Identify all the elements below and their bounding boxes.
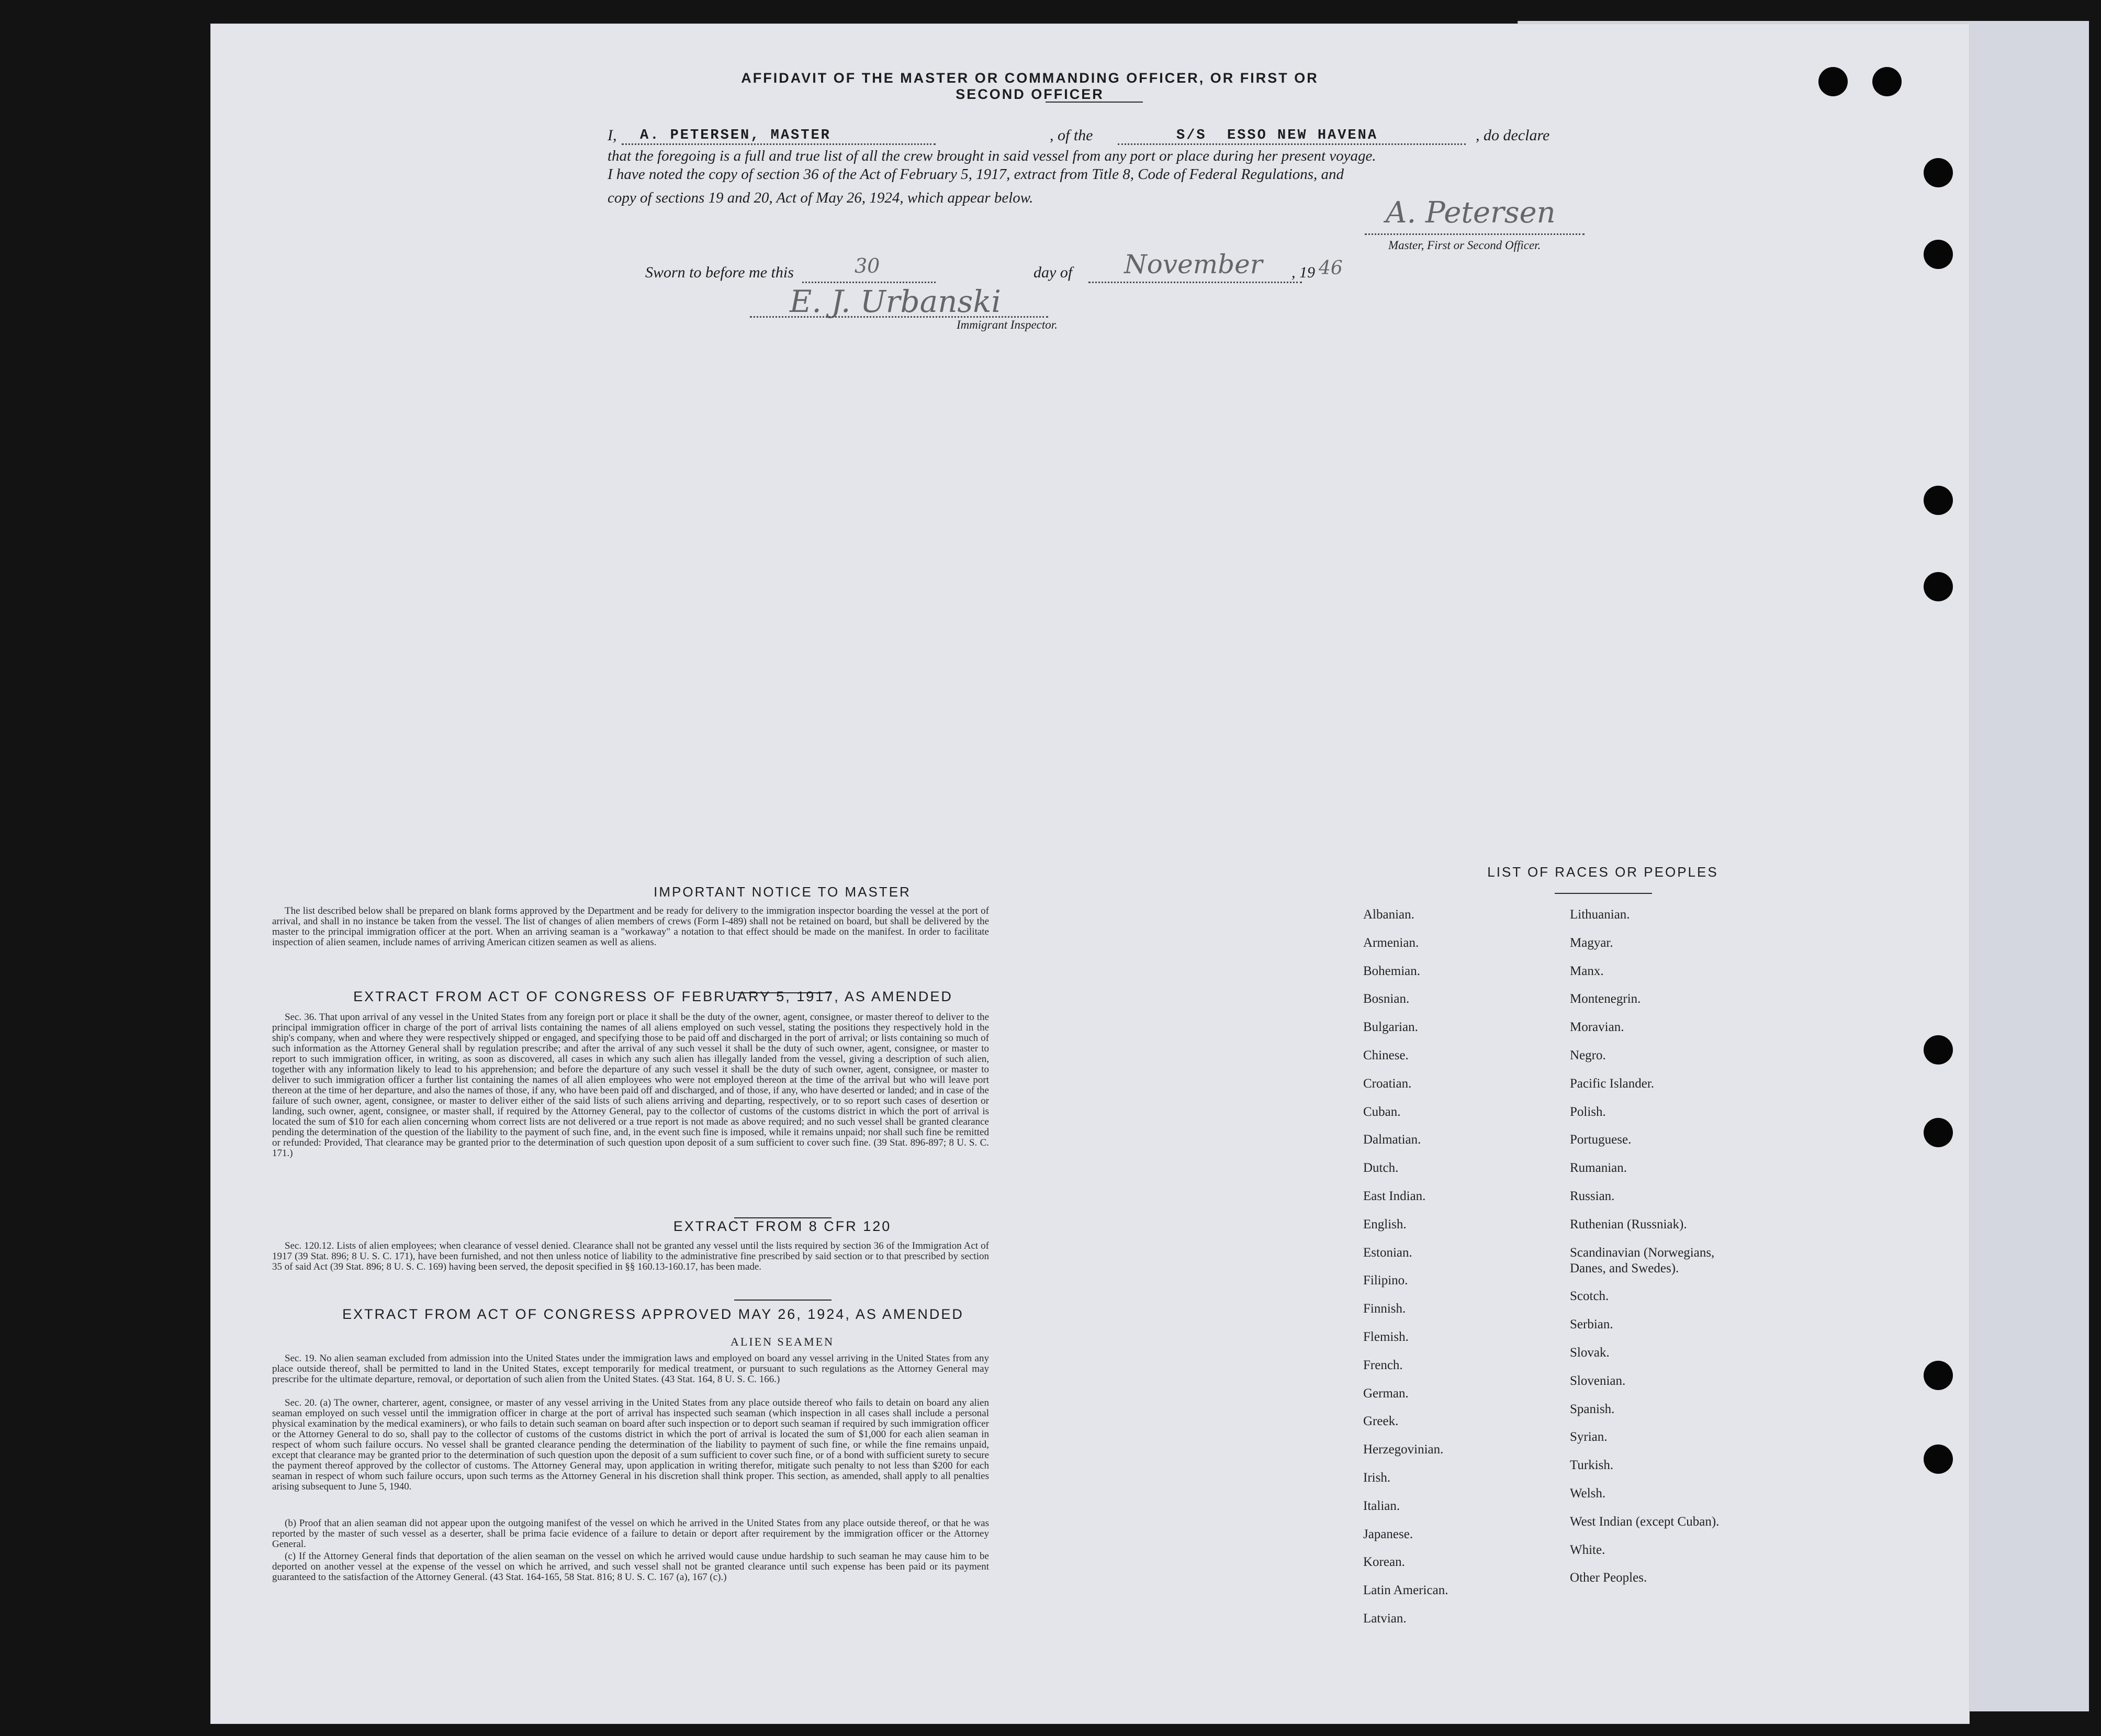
race-item: Negro. [1570, 1048, 1606, 1062]
race-item: Bosnian. [1363, 992, 1410, 1006]
punch-hole [1924, 1118, 1953, 1147]
extract-1924-heading: EXTRACT FROM ACT OF CONGRESS APPROVED MAY 26, 1924, AS AMENDED [342, 1306, 964, 1322]
race-item: Latvian. [1363, 1611, 1407, 1626]
race-item: Italian. [1363, 1498, 1400, 1513]
cfr-heading: EXTRACT FROM 8 CFR 120 [673, 1218, 892, 1234]
master-signature: A. Petersen [1386, 196, 1556, 230]
race-item: Montenegrin. [1570, 992, 1641, 1006]
master-caption: Master, First or Second Officer. [1388, 239, 1541, 252]
section-20b-body: (b) Proof that an alien seaman did not appear upon the outgoing manifest of the vessel on which he arrived in the United States from any place outside thereof, or that he was reported by the master of such vessel as a deserter, shall be prima facie evidence of a failure to detain or deport after requirement by the immigration officer or the Attorney General. [272, 1518, 989, 1550]
races-heading: LIST OF RACES OR PEOPLES [1487, 864, 1718, 880]
race-item: German. [1363, 1386, 1409, 1401]
race-item: Dutch. [1363, 1161, 1399, 1175]
race-item: West Indian (except Cuban). [1570, 1514, 1720, 1529]
race-item: Spanish. [1570, 1402, 1615, 1416]
punch-hole [1924, 1035, 1953, 1065]
race-item: Latin American. [1363, 1583, 1448, 1598]
vessel-name-field: ESSO NEW HAVENA [1227, 128, 1378, 143]
race-item: Danes, and Swedes). [1570, 1261, 1679, 1275]
punch-hole [1924, 158, 1953, 187]
race-item: Irish. [1363, 1471, 1391, 1485]
race-item: Greek. [1363, 1414, 1399, 1429]
do-declare-label: , do declare [1476, 127, 1550, 144]
punch-hole [1924, 572, 1953, 601]
sworn-month-line [1088, 282, 1302, 283]
race-item: Magyar. [1570, 935, 1613, 950]
cfr-body: Sec. 120.12. Lists of alien employees; when clearance of vessel denied. Clearance shall not be granted any vessel until the lists required by section 36 of the Immigration Act of 1917 (39 Stat. 896; 8 U. S. C. 171), have been furnished, and not then unless notice of liability to the administrative fine prescribed by said section or to that prescribed by section 35 of said Act (39 Stat. 896; 8 U. S. C. 169) having been served, the deposit specified in §§ 160.13-160.17, has been made. [272, 1240, 989, 1272]
section-20a-body: Sec. 20. (a) The owner, charterer, agent, consignee, or master of any vessel arriving in the United States from any place outside thereof who fails to detain on board any alien seaman employed on such vessel until the immigration officer in charge at the port of arrival has inspected such seaman (which inspection in all cases shall include a personal physical examination by the medical examiners), or who fails to detain such seaman on board after such inspection or to deport such seaman if required by such immigration officer or the Attorney General to do so, shall pay to the collector of customs of the customs district in which the port of arrival is located the sum of $1,000 for each alien seaman in respect of whom such failure occurs. No vessel shall be granted clearance pending the determination of the liability to payment of such fine, or while the fine remains unpaid, except that clearance may be granted prior to the determination of such question upon the deposit of a sum sufficient to cover such fine, or of a bond with sufficient surety to secure the payment thereof approved by the collector of customs. The Attorney General may, upon application in writing therefor, mitigate such penalty to not less than $200 for each seaman in respect of whom such failure occurs, upon such terms as the Attorney General in his discretion shall think proper. This section, as amended, shall apply to all penalties arising subsequent to June 5, 1940. [272, 1397, 989, 1492]
sworn-day-field: 30 [855, 254, 880, 277]
race-item: Japanese. [1363, 1527, 1413, 1541]
race-item: Estonian. [1363, 1245, 1412, 1260]
punch-hole [1818, 67, 1848, 96]
race-item: Finnish. [1363, 1302, 1406, 1316]
punch-hole [1924, 486, 1953, 515]
race-item: Syrian. [1570, 1430, 1608, 1444]
punch-hole [1924, 240, 1953, 269]
vessel-field-line [1118, 143, 1466, 145]
race-item: Scotch. [1570, 1289, 1609, 1304]
race-item: Manx. [1570, 964, 1604, 978]
race-item: Turkish. [1570, 1458, 1614, 1473]
form-sheet [211, 24, 1969, 1723]
race-item: Cuban. [1363, 1104, 1401, 1119]
race-item: Slovak. [1570, 1346, 1610, 1360]
race-item: Ruthenian (Russniak). [1570, 1217, 1687, 1231]
race-item: Polish. [1570, 1104, 1606, 1119]
race-item: French. [1363, 1358, 1403, 1372]
punch-hole [1924, 1444, 1953, 1474]
cfr-rule [734, 1300, 832, 1301]
sworn-month-field: November [1124, 249, 1263, 279]
affidavit-line-3: I have noted the copy of section 36 of the Act of February 5, 1917, extract from Title 8, Code of Federal Regulations, and [608, 166, 1344, 183]
race-item: Dalmatian. [1363, 1133, 1421, 1147]
name-field-line [622, 143, 936, 145]
races-rule [1555, 893, 1652, 894]
extract-1917-heading: EXTRACT FROM ACT OF CONGRESS OF FEBRUARY 5, 1917, AS AMENDED [353, 989, 953, 1004]
race-item: Moravian. [1570, 1020, 1624, 1035]
sworn-label: Sworn to before me this [645, 264, 794, 281]
alien-seamen-subheading: ALIEN SEAMEN [731, 1335, 834, 1348]
affidavit-line-4: copy of sections 19 and 20, Act of May 26, 1924, which appear below. [608, 189, 1033, 206]
race-item: Portuguese. [1570, 1133, 1632, 1147]
race-item: Korean. [1363, 1555, 1405, 1570]
year-prefix: , 19 [1291, 264, 1315, 281]
master-signature-line [1365, 233, 1585, 235]
race-item: Bohemian. [1363, 964, 1421, 978]
race-item: Armenian. [1363, 935, 1419, 950]
race-item: White. [1570, 1542, 1605, 1557]
race-item: Scandinavian (Norwegians, [1570, 1245, 1715, 1260]
race-item: Flemish. [1363, 1330, 1409, 1344]
day-of-label: day of [1033, 264, 1073, 281]
race-item: Rumanian. [1570, 1161, 1627, 1175]
punch-hole [1924, 1361, 1953, 1390]
section-20c-body: (c) If the Attorney General finds that deportation of the alien seaman on the vessel on which he arrived would cause undue hardship to such seaman he may cause him to be deported on another vessel at the expense of the vessel on which he arrived, and such vessel shall not be granted clearance until such expense has been paid or its payment guaranteed to the satisfaction of the Attorney General. (43 Stat. 164-165, 58 Stat. 816; 8 U. S. C. 167 (a), 167 (c).) [272, 1551, 989, 1583]
affidavit-heading: AFFIDAVIT OF THE MASTER OR COMMANDING OFFICER, OR FIRST OR SECOND OFFICER [741, 70, 1319, 102]
vessel-type-field: S/S [1176, 128, 1207, 143]
race-item: Russian. [1570, 1189, 1615, 1203]
race-item: Pacific Islander. [1570, 1076, 1655, 1091]
of-the-label: , of the [1050, 127, 1093, 144]
inspector-signature: E. J. Urbanski [790, 284, 1001, 319]
race-item: Lithuanian. [1570, 908, 1630, 922]
race-item: Other Peoples. [1570, 1571, 1647, 1585]
affidavit-line-2: that the foregoing is a full and true list of all the crew brought in said vessel from any port or place during her present voyage. [608, 148, 1376, 164]
heading-rule [1046, 102, 1143, 103]
notice-body: The list described below shall be prepared on blank forms approved by the Department and be ready for delivery to the immigration inspector boarding the vessel at the port of arrival, and shall in no instance be taken from the vessel. The list of changes of alien members of crews (Form I-489) shall not be retained on board, but shall be delivered by the master to the principal immigration officer at the port. When an arriving seaman is a "workaway" a notation to that effect should be made on the manifest. In order to facilitate inspection of alien seamen, include names of arriving American citizen seamen as well as aliens. [272, 905, 989, 948]
inspector-signature-line [750, 316, 1048, 318]
extract-1917-body: Sec. 36. That upon arrival of any vessel in the United States from any foreign port or place it shall be the duty of the owner, agent, consignee, or master thereof to deliver to the principal immigration officer in charge of the port of arrival lists containing the names of all aliens employed on such vessel, stating the positions they respectively hold in the ship's company, when and where they were respectively shipped or engaged, and specifying those to be paid off and discharged in the port of arrival; or lists containing so much of such information as the Attorney General shall by regulation prescribe; and after the arrival of any such vessel it shall be the duty of such owner, agent, consignee, or master to report to such immigration officer, in writing, as soon as discovered, all cases in which any such alien has illegally landed from the vessel, giving a description of such alien, together with any information likely to lead to his apprehension; and before the departure of any such vessel it shall be the duty of such owner, agent, consignee, or master to deliver to such immigration officer a further list containing the names of all alien employees who were not employed thereon at the time of the arrival but who will leave port thereon at the time of her departure, and also the names of those, if any, who have been paid off and discharged, and of those, if any, who have deserted or landed; and in case of the failure of such owner, agent, consignee, or master to deliver either of the said lists of such aliens arriving and departing, respectively, or to so report such cases of desertion or landing, such owner, agent, consignee, or master shall, if required by the Attorney General, pay to the collector of customs of the customs district in which the port of arrival is located the sum of $10 for each alien concerning whom correct lists are not delivered or a true report is not made as above required; and no such vessel shall be granted clearance pending the determination of the question of the liability to the payment of such fine, and, in the event such fine is imposed, while it remains unpaid; nor shall such fine be remitted or refunded: Provided, That clearance may be granted prior to the determination of such question upon deposit of a sum sufficient to cover such fine. (39 Stat. 896-897; 8 U. S. C. 171.) [272, 1012, 989, 1159]
race-item: Bulgarian. [1363, 1020, 1418, 1035]
notice-heading: IMPORTANT NOTICE TO MASTER [654, 884, 911, 900]
race-item: Croatian. [1363, 1076, 1412, 1091]
sworn-year-field: 46 [1319, 257, 1343, 279]
section-19-body: Sec. 19. No alien seaman excluded from admission into the United States under the immigration laws and employed on board any vessel arriving in the United States from any place outside thereof, shall be permitted to land in the United States, except temporarily for medical treatment, or pursuant to such regulations as the Attorney General may prescribe for the ultimate departure, removal, or deportation of such alien from the United States. (43 Stat. 164, 8 U. S. C. 166.) [272, 1353, 989, 1385]
race-item: Chinese. [1363, 1048, 1409, 1062]
race-item: English. [1363, 1217, 1407, 1231]
race-item: Slovenian. [1570, 1373, 1626, 1388]
i-label: I, [608, 127, 617, 144]
race-item: East Indian. [1363, 1189, 1426, 1203]
race-item: Albanian. [1363, 908, 1414, 922]
sworn-day-line [802, 282, 936, 283]
master-name-field: A. PETERSEN, MASTER [640, 128, 831, 143]
punch-hole [1872, 67, 1902, 96]
race-item: Herzegovinian. [1363, 1442, 1444, 1457]
race-item: Filipino. [1363, 1273, 1408, 1288]
inspector-caption: Immigrant Inspector. [957, 318, 1058, 331]
race-item: Welsh. [1570, 1486, 1606, 1500]
race-item: Serbian. [1570, 1317, 1613, 1332]
